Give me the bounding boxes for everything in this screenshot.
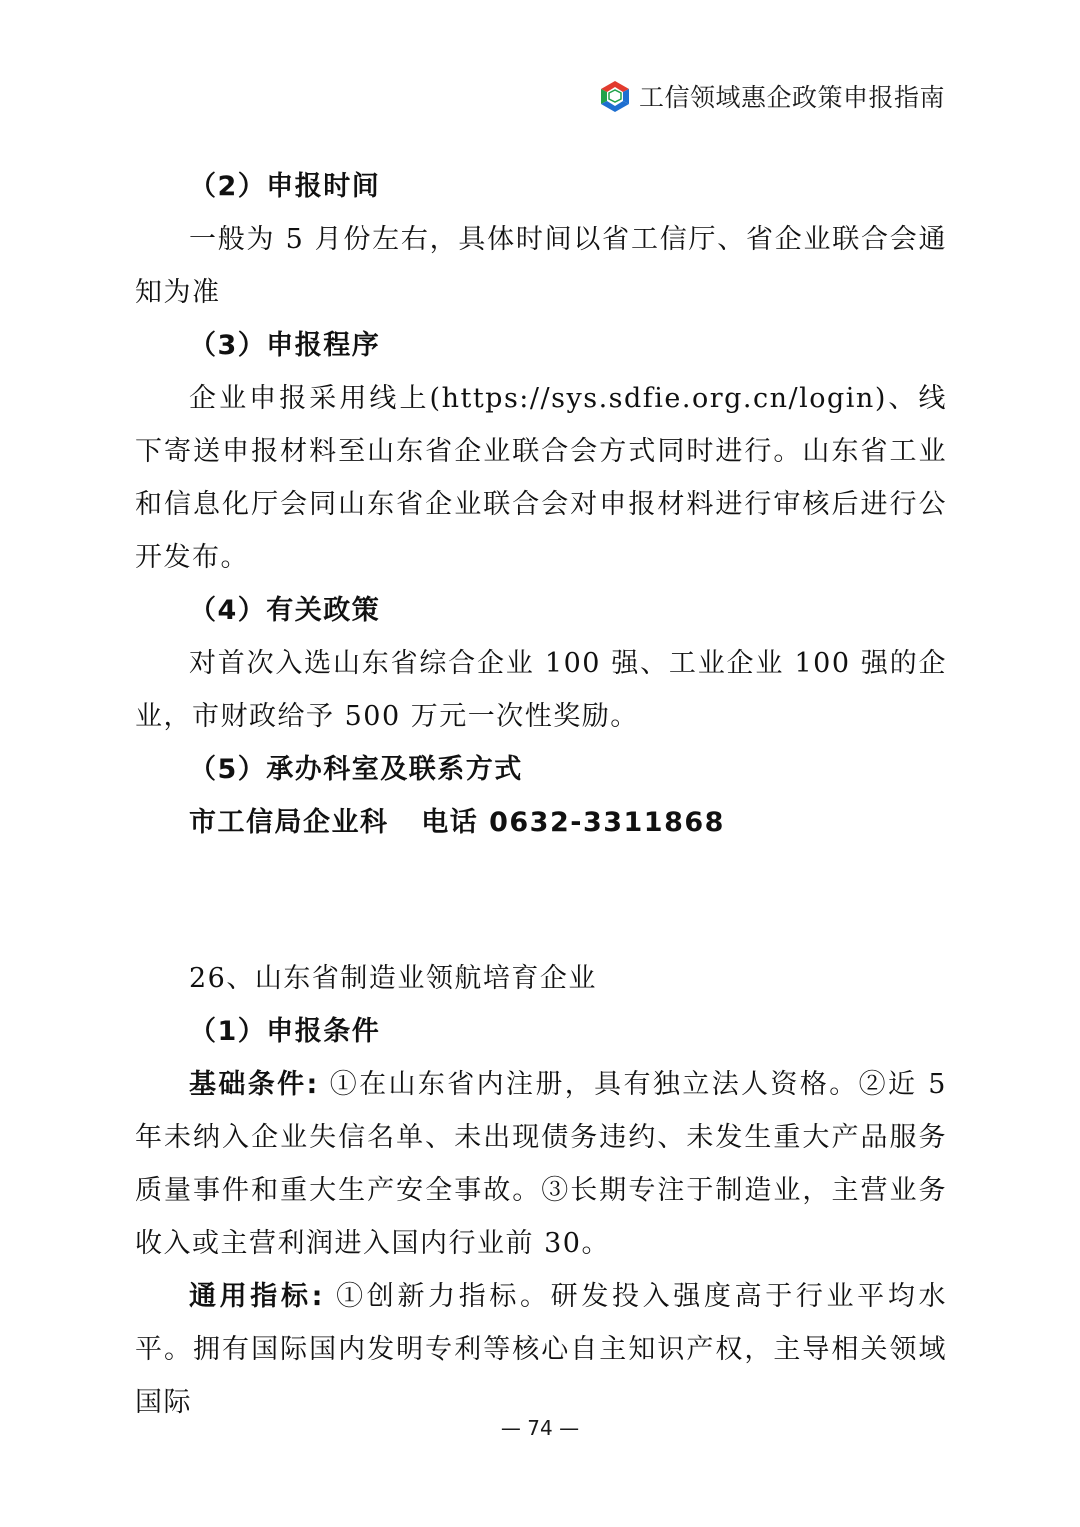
logo-icon [597,79,633,113]
contact-line: 市工信局企业科 电话 0632-3311868 [189,807,725,838]
section-heading-application-procedure: （3）申报程序 [189,330,381,361]
section-heading-conditions: （1）申报条件 [189,1016,381,1047]
paragraph-general-indicators [135,1270,947,1429]
item-title: 26、山东省制造业领航培育企业 [189,963,597,994]
basic-conditions-text: ①在山东省内注册，具有独立法人资格。②近 5 年未纳入企业失信名单、未出现债务违约、未发生重大产品服务质量事件和重大生产安全事故。③长期专注于制造业，主营业务收入或主营利润进入国内行业前 30。 [135,1069,947,1259]
section-heading-contact: （5）承办科室及联系方式 [189,754,523,785]
section-heading-application-time: （2）申报时间 [189,171,381,202]
page-header [597,78,945,114]
section-heading-related-policy: （4）有关政策 [189,595,381,626]
basic-conditions-label: 基础条件: [189,1069,319,1100]
spacer [135,849,947,952]
general-indicators-text: ①创新力指标。研发投入强度高于行业平均水平。拥有国际国内发明专利等核心自主知识产权，主导相关领域国际 [135,1281,947,1418]
paragraph-related-policy: 对首次入选山东省综合企业 100 强、工业企业 100 强的企业，市财政给予 500 万元一次性奖励。 [135,648,947,732]
header-title: 工信领域惠企政策申报指南 [638,83,945,112]
page-number: — 74 — [500,1416,580,1440]
paragraph-application-procedure: 企业申报采用线上(https://sys.sdfie.org.cn/login)、线下寄送申报材料至山东省企业联合会方式同时进行。山东省工业和信息化厅会同山东省企业联合会对申报材料进行审核后进行公开发布。 [135,383,947,573]
document-body [135,160,947,1429]
paragraph-application-time: 一般为 5 月份左右，具体时间以省工信厅、省企业联合会通知为准 [135,224,947,308]
general-indicators-label: 通用指标: [189,1281,324,1312]
paragraph-basic-conditions [135,1058,947,1270]
